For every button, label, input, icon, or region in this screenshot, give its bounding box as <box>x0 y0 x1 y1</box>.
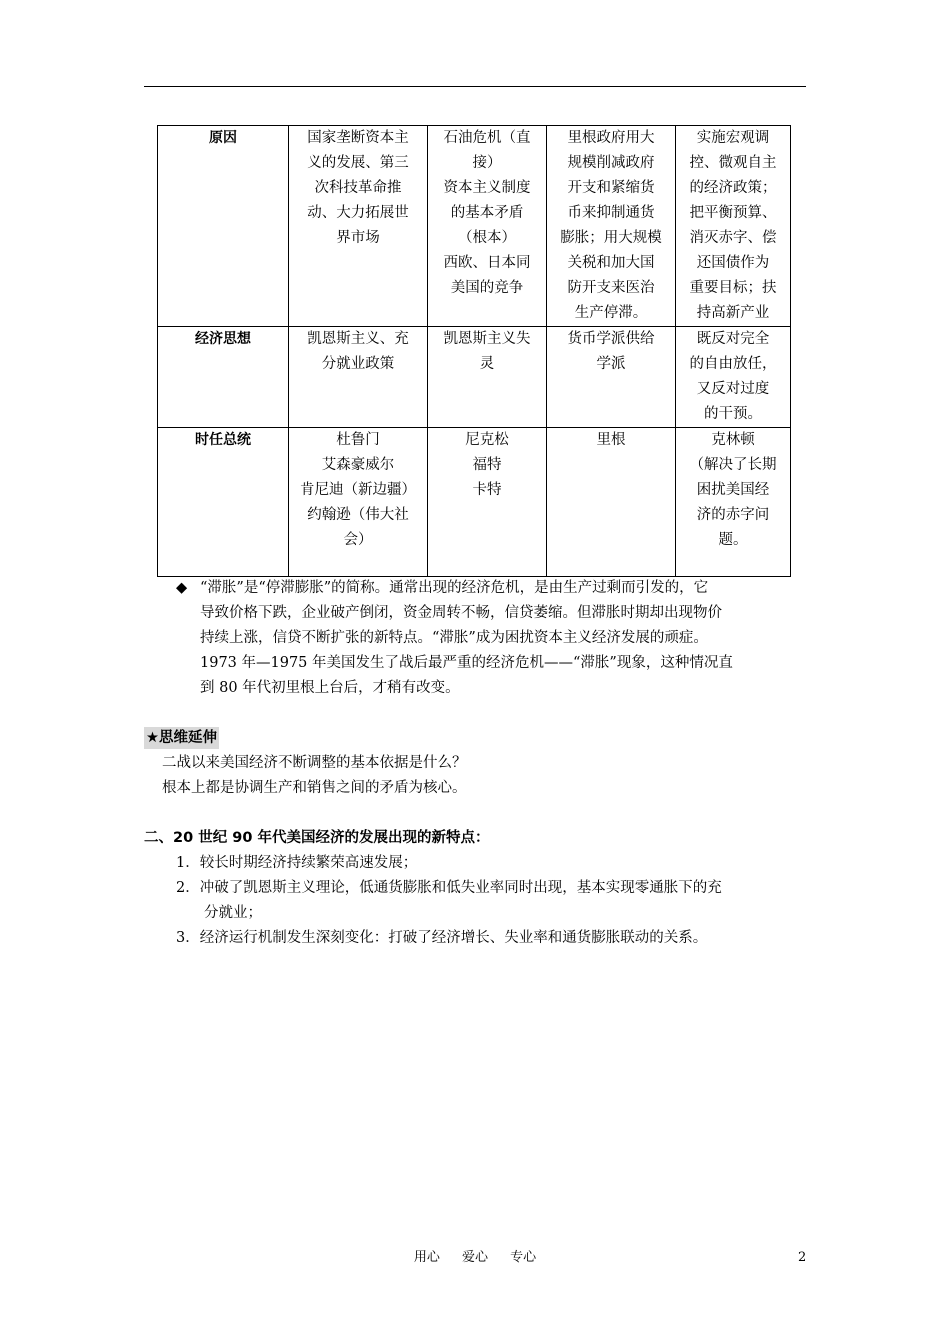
table-cell: 克林顿 （解决了长期 困扰美国经 济的赤字问 题。 <box>676 428 791 577</box>
table-row-reason <box>158 126 791 327</box>
page-footer <box>0 1248 950 1268</box>
row-header: 时任总统 <box>158 428 289 577</box>
footer-word: 爱心 <box>461 1250 488 1265</box>
header-rule <box>144 86 806 87</box>
table-cell: 石油危机（直 接） 资本主义制度 的基本矛盾 （根本） 西欧、日本同 美国的竞争 <box>428 126 547 327</box>
thinking-extension-body <box>162 751 467 801</box>
table-row-president <box>158 428 791 577</box>
table-cell: 里根政府用大 规模削减政府 开支和紧缩货 币来抑制通货 膨胀；用大规模 关税和加大国 防开支来医治 生产停滞。 <box>547 126 676 327</box>
table-cell: 货币学派供给 学派 <box>547 327 676 428</box>
list-item-continuation: 分就业； <box>204 905 262 921</box>
row-header: 经济思想 <box>158 327 289 428</box>
feature-list <box>176 851 816 951</box>
note-line: 1973 年—1975 年美国发生了战后最严重的经济危机——“滞胀”现象，这种情况直 <box>200 655 733 671</box>
footer-word: 用心 <box>413 1250 440 1265</box>
list-item: 2．冲破了凯恩斯主义理论，低通货膨胀和低失业率同时出现，基本实现零通胀下的充 <box>176 880 722 896</box>
row-header: 原因 <box>158 126 289 327</box>
list-item: 1．较长时期经济持续繁荣高速发展； <box>176 855 418 871</box>
table-cell: 国家垄断资本主 义的发展、第三 次科技革命推 动、大力拓展世 界市场 <box>289 126 428 327</box>
note-line: 到 80 年代初里根上台后，才稍有改变。 <box>200 680 460 696</box>
table-cell: 实施宏观调 控、微观自主 的经济政策； 把平衡预算、 消灭赤字、偿 还国债作为 重要目标；扶 持高新产业 <box>676 126 791 327</box>
table-cell: 凯恩斯主义失 灵 <box>428 327 547 428</box>
table-cell: 尼克松 福特 卡特 <box>428 428 547 577</box>
section-title: 二、20 世纪 90 年代美国经济的发展出现的新特点： <box>144 830 490 846</box>
stagflation-note <box>176 576 816 701</box>
diamond-bullet-icon: ◆ <box>176 580 188 596</box>
footer-word: 专心 <box>510 1250 537 1265</box>
note-line: 导致价格下跌，企业破产倒闭，资金周转不畅，信贷萎缩。但滞胀时期却出现物价 <box>200 605 722 621</box>
table-cell: 杜鲁门 艾森豪威尔 肯尼迪（新边疆） 约翰逊（伟大社 会） <box>289 428 428 577</box>
comparison-table <box>157 125 791 577</box>
table-row-thought <box>158 327 791 428</box>
thinking-extension-title: ★思维延伸 <box>144 727 219 749</box>
list-item: 3．经济运行机制发生深刻变化：打破了经济增长、失业率和通货膨胀联动的关系。 <box>176 930 708 946</box>
thinking-question: 二战以来美国经济不断调整的基本依据是什么？ <box>162 755 467 771</box>
note-line: 持续上涨，信贷不断扩张的新特点。“滞胀”成为困扰资本主义经济发展的顽症。 <box>200 630 708 646</box>
table-cell: 里根 <box>547 428 676 577</box>
table-cell: 凯恩斯主义、充 分就业政策 <box>289 327 428 428</box>
table-cell: 既反对完全 的自由放任， 又反对过度 的干预。 <box>676 327 791 428</box>
page-number: 2 <box>798 1250 807 1265</box>
thinking-answer: 根本上都是协调生产和销售之间的矛盾为核心。 <box>162 780 467 796</box>
note-line: “滞胀”是“停滞膨胀”的简称。通常出现的经济危机，是由生产过剩而引发的，它 <box>200 580 709 596</box>
